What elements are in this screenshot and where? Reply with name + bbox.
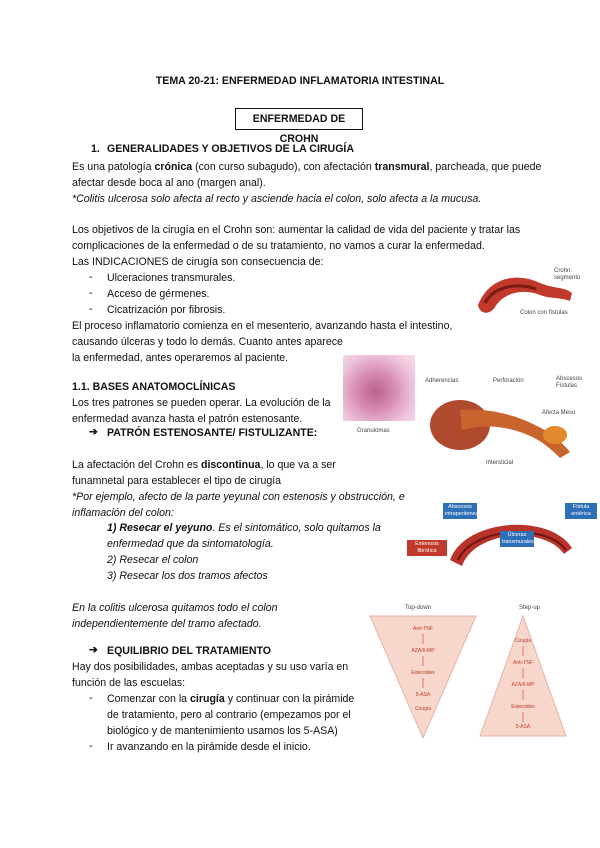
paragraph-patterns-1: Los tres patrones se pueden operar. La evolución de la	[72, 397, 331, 409]
pyramid-right-item: Esteroides	[511, 704, 535, 710]
pyramid-left-item: 5-ASA	[415, 692, 431, 698]
paragraph-process-3: la enfermedad, antes operaremos al paciente.	[72, 352, 289, 364]
pyramid-left-item: Cirugía	[414, 706, 432, 712]
uc-note-1: En la colitis ulcerosa quitamos todo el colon	[72, 602, 278, 614]
option-3: 3) Resecar los dos tramos afectos	[107, 570, 268, 582]
paragraph-process-1: El proceso inflamatorio comienza en el mesenterio, avanzando hasta el intestino,	[72, 320, 453, 332]
option-1-continued: enfermedad que da sintomatología.	[107, 538, 274, 550]
paragraph-equilibrium-2: función de las escuelas:	[72, 677, 186, 689]
option-1: 1) Resecar el yeyuno. Es el sintomático, solo quitamos la	[107, 522, 381, 534]
figure-1-label-top: Crohn: segmento	[554, 268, 581, 281]
pyramid-left-item: Esteroides	[411, 670, 435, 676]
tag-blue: Úlceras transmurales	[502, 532, 534, 545]
tissue-fat	[543, 426, 567, 444]
tag-blue: Fístula entérica	[565, 503, 597, 519]
specimen-label: Intersticial	[486, 460, 514, 466]
specimen-label: Adherencias	[425, 378, 459, 384]
example-note-1: *Por ejemplo, afecto de la parte yeyunal con estenosis y obstrucción, e	[72, 491, 405, 503]
bullet-dash: -	[89, 303, 93, 315]
bullet-dash: -	[89, 740, 93, 752]
bullet-item: Acceso de gérmenes.	[107, 288, 210, 300]
arrow-icon: ➔	[89, 644, 98, 656]
pyramid-right-item: 5-ASA	[515, 724, 531, 730]
note-colitis: *Colitis ulcerosa solo afecta al recto y asciende hacia el colon, solo afecta a la mucusa.	[72, 193, 482, 205]
bullet-item: Cicatrización por fibrosis.	[107, 304, 226, 316]
section-box-title: ENFERMEDAD DE CROHN	[235, 108, 363, 130]
pyramid-right-item: AZA/6-MP	[511, 682, 535, 688]
section-1-1-heading: 1.1. BASES ANATOMOCLÍNICAS	[72, 381, 236, 393]
bullet-dash: -	[89, 271, 93, 283]
tag-red: Estenosis fibrótica	[407, 540, 447, 556]
pattern-heading: PATRÓN ESTENOSANTE/ FISTULIZANTE:	[107, 427, 318, 439]
paragraph-discontinuous-1: La afectación del Crohn es discontinua, lo que va a ser	[72, 459, 336, 471]
paragraph-process-2: causando úlceras y todo lo demás. Cuanto antes aparece	[72, 336, 343, 348]
pyramid-left-title: Top-down	[405, 605, 432, 611]
specimen-label: Abscesos Fístulas	[556, 376, 583, 389]
histology-label: Granulomas	[357, 428, 390, 434]
paragraph-definition-2: afectar desde boca al ano (margen anal).	[72, 177, 266, 189]
pyramid-diagram	[368, 612, 588, 742]
pyramid-right-item: Cirugía	[514, 638, 532, 644]
bullet-pyramid: Ir avanzando en la pirámide desde el inicio.	[107, 741, 311, 753]
section-1-heading: GENERALIDADES Y OBJETIVOS DE LA CIRUGÍA	[107, 143, 355, 155]
specimen-label: Afecta Meso	[542, 410, 576, 416]
uc-note-2: independientemente del tramo afectado.	[72, 618, 262, 630]
example-note-2: inflamación del colon:	[72, 507, 174, 519]
figure-1-label-bottom: Colon con fístulas	[520, 310, 568, 316]
paragraph-indications: Las INDICACIONES de cirugía son consecuencia de:	[72, 256, 324, 268]
paragraph-discontinuous-2: funamnetal para establecer el tipo de cirugía	[72, 475, 282, 487]
bullet-dash: -	[89, 287, 93, 299]
equilibrium-heading: EQUILIBRIO DEL TRATAMIENTO	[107, 645, 272, 657]
pyramid-left-item: AZA/6-MP	[411, 648, 435, 654]
pyramid-right-item: Anti-TNF	[513, 660, 533, 666]
paragraph-equilibrium-1: Hay dos posibilidades, ambas aceptadas y su uso varía en	[72, 661, 349, 673]
arrow-icon: ➔	[89, 426, 98, 438]
bullet-surgery-2: de tratamiento, pero al contrario (empezamos por el	[107, 709, 351, 721]
bullet-surgery-3: biológico y de mantenimiento usamos los 5-ASA)	[107, 725, 338, 737]
bullet-dash: -	[89, 692, 93, 704]
specimen-label: Perforación	[493, 378, 524, 384]
bullet-surgery-1: Comenzar con la cirugía y continuar con la pirámide	[107, 693, 355, 705]
paragraph-patterns-2: enfermedad avanza hasta el patrón estenosante.	[72, 413, 303, 425]
bullet-item: Ulceraciones transmurales.	[107, 272, 236, 284]
paragraph-objectives-1: Los objetivos de la cirugía en el Crohn son: aumentar la calidad de vida del paciente y tratar las	[72, 224, 521, 236]
pyramid-right-title: Step-up	[519, 605, 541, 611]
pyramid-left-item: Anti-TNF	[413, 626, 433, 632]
paragraph-objectives-2: complicaciones de la enfermedad o de su tratamiento, no vamos a curar la enfermedad.	[72, 240, 485, 252]
tag-blue: Abscesos intraperitoneales	[445, 504, 486, 517]
page-title: TEMA 20-21: ENFERMEDAD INFLAMATORIA INTESTINAL	[155, 75, 445, 87]
section-1-number: 1.	[91, 143, 100, 155]
paragraph-definition-1: Es una patología crónica (con curso subagudo), con afectación transmural, parcheada, que puede	[72, 161, 542, 173]
bowel-specimen-image-2	[420, 380, 580, 470]
histology-image	[343, 355, 415, 421]
option-2: 2) Resecar el colon	[107, 554, 199, 566]
